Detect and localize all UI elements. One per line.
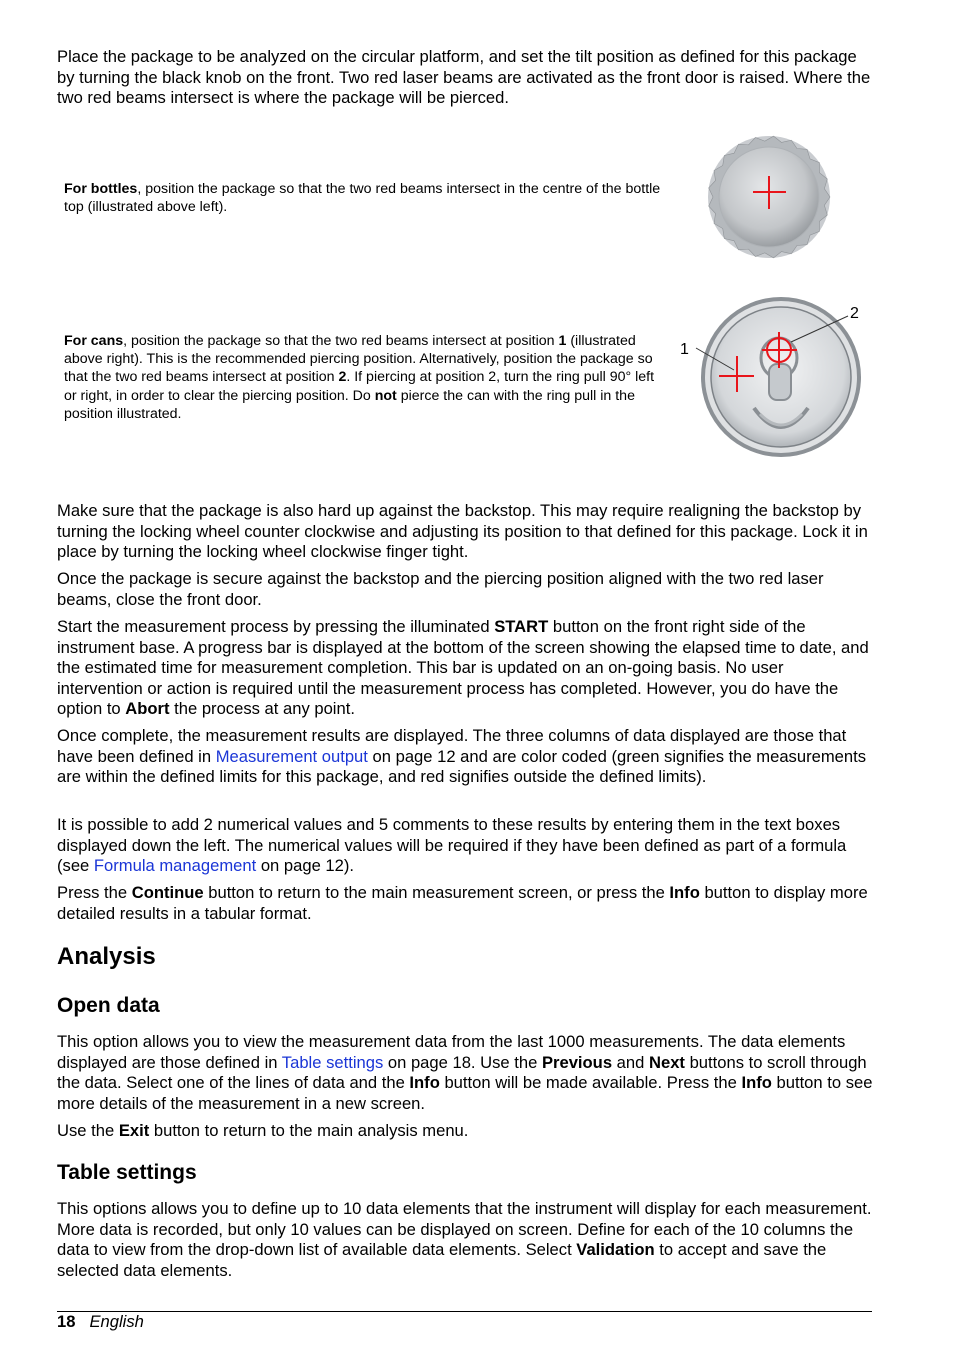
add-values-paragraph: It is possible to add 2 numerical values and 5 comments to these results by entering them in the text boxes displayed down the left. The numerical values will be required if they have been defined as part of a formula (see Formula management on page 12). [57,815,847,876]
page-number: 18 [57,1312,76,1331]
bottle-cap-illustration [706,134,832,260]
intro-paragraph: Place the package to be analyzed on the circular platform, and set the tilt position as defined for this package by turning the black knob on the front. Two red laser beams are activated as the front door is raised. Where the two red beams intersect is where the package will be pierced. [57,47,871,108]
footer-language: English [89,1312,144,1331]
can-position-label-2: 2 [850,305,859,322]
page-footer [57,1312,144,1332]
start-paragraph: Start the measurement process by pressing the illuminated START button on the front right side of the instrument base. A progress bar is displayed at the bottom of the screen showing the elapsed time to date, and the estimated time for measurement completion. This bar is updated on an on-going basis. No user intervention or action is required until the measurement process has completed. However, you do have the option to Abort the process at any point. [57,617,869,719]
open-data-heading: Open data [57,994,160,1017]
table-settings-heading: Table settings [57,1161,197,1184]
complete-paragraph: Once complete, the measurement results are displayed. The three columns of data displayed are those that have been defined in Measurement output on page 12 and are color coded (green signifies the measurements are within the defined limits for this package, and red signifies outside the defined limits). [57,726,867,787]
exit-paragraph: Use the Exit button to return to the main analysis menu. [57,1121,469,1140]
cans-note: For cans, position the package so that the two red beams intersect at position 1 (illustrated above right). This is the recommended piercing position. Alternatively, position the package so that the two red beams intersect at position 2. If piercing at position 2, turn the ring pull 90° left or right, in order to clear the piercing position. Do not pierce the can with the ring pull in the position illustrated. [64,333,655,422]
secure-paragraph: Once the package is secure against the backstop and the piercing position aligned with the two red laser beams, close the front door. [57,569,824,609]
can-position-label-1: 1 [680,341,689,358]
can-top-illustration [676,296,866,460]
bottles-note: For bottles, position the package so that the two red beams intersect in the centre of the bottle top (illustrated above left). [64,181,661,216]
continue-paragraph: Press the Continue button to return to the main measurement screen, or press the Info button to display more detailed results in a tabular format. [57,883,868,923]
backstop-paragraph: Make sure that the package is also hard up against the backstop. This may require realigning the backstop by turning the locking wheel counter clockwise and adjusting its position to that defined for this package. Lock it in place by turning the locking wheel clockwise finger tight. [57,501,868,562]
formula-management-link[interactable]: Formula management [93,856,257,876]
measurement-output-link[interactable]: Measurement output [215,746,368,766]
analysis-heading: Analysis [57,943,156,970]
open-data-paragraph: This option allows you to view the measurement data from the last 1000 measurements. The data elements displayed are those defined in Table settings on page 18. Use the Previous and Next buttons to scroll through the data. Select one of the lines of data and the Info button will be made available. Press the Info button to see more details of the measurement in a new screen. [57,1032,873,1113]
table-settings-link[interactable]: Table settings [281,1052,384,1072]
footer-rule [57,1311,872,1312]
table-settings-paragraph: This options allows you to define up to 10 data elements that the instrument will display for each measurement. More data is recorded, but only 10 values can be displayed on screen. Define for each of the 10 columns the data to view from the drop-down list of available data elements. Select Validation to accept and save the selected data elements. [57,1199,872,1280]
